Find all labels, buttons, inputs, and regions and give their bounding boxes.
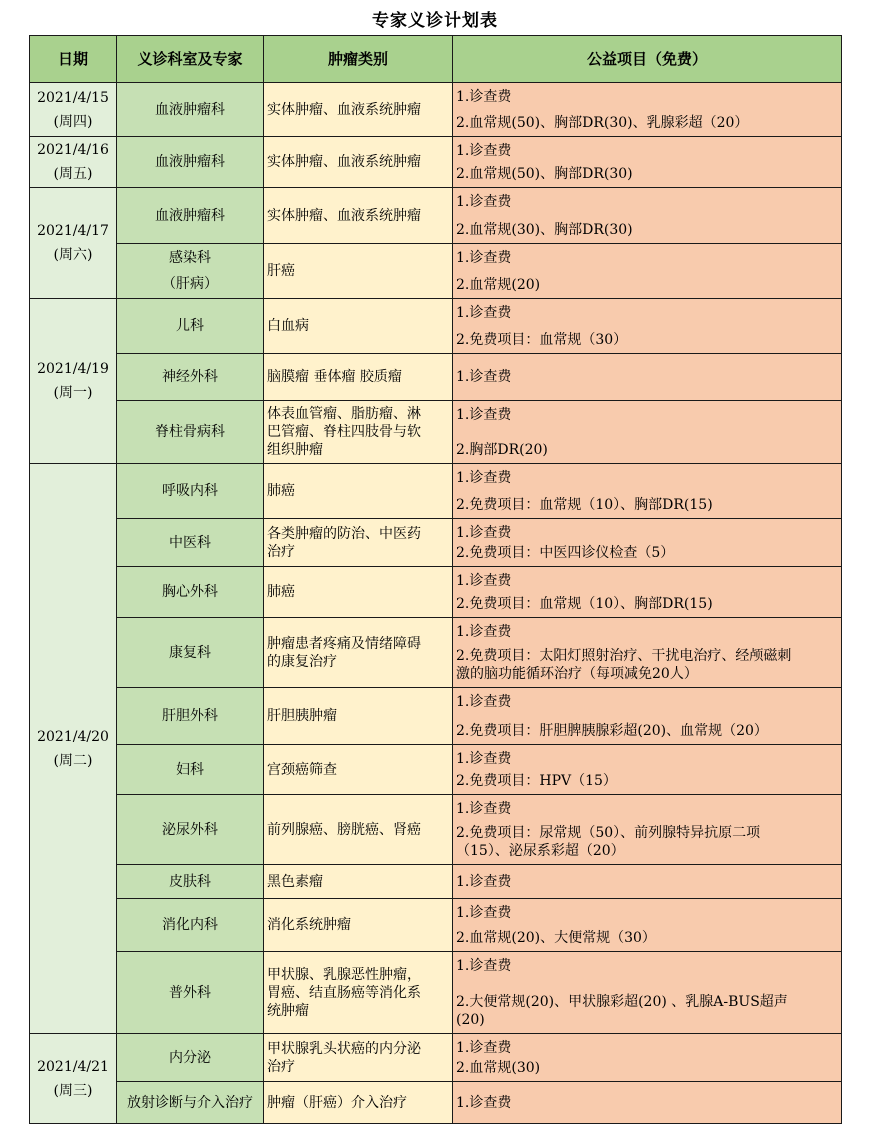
table-row [30, 795, 842, 865]
free-item-line: (20) [456, 1011, 485, 1028]
tumor-type-cell [264, 1082, 453, 1124]
free-item-line: 2.胸部DR(20) [456, 441, 548, 458]
date-cell [30, 83, 117, 137]
table-row [30, 1082, 842, 1124]
tumor-type-cell-line: 消化系统肿瘤 [267, 917, 351, 933]
tumor-type-cell-line: 黑色素瘤 [267, 873, 323, 890]
free-items-cell [453, 401, 842, 464]
tumor-type-cell-line: 各类肿瘤的防治、中医药 [267, 525, 421, 542]
date-line: 2021/4/16 [37, 142, 109, 158]
date-line: 2021/4/19 [37, 361, 109, 377]
free-item-line: 1.诊查费 [456, 957, 512, 974]
tumor-type-cell [264, 401, 453, 464]
date-line: 2021/4/21 [37, 1058, 109, 1075]
tumor-type-cell [264, 618, 453, 688]
table-row [30, 519, 842, 567]
department-cell [117, 899, 264, 952]
free-items-cell [453, 188, 842, 244]
department-cell [117, 354, 264, 401]
tumor-type-cell-line: 肺癌 [267, 584, 295, 600]
free-item-line: 2.血常规(20) [456, 276, 541, 293]
department-cell-line: 血液肿瘤科 [155, 154, 225, 170]
tumor-type-cell-line: 甲状腺乳头状癌的内分泌 [267, 1040, 421, 1057]
tumor-type-cell-line: 肝胆胰肿瘤 [267, 708, 337, 724]
department-cell-line: 妇科 [176, 761, 204, 778]
tumor-type-cell [264, 137, 453, 188]
free-item-line: 1.诊查费 [456, 193, 512, 210]
tumor-type-cell-line: 脑膜瘤 垂体瘤 胶质瘤 [267, 369, 402, 385]
department-cell [117, 188, 264, 244]
free-items-cell [453, 137, 842, 188]
tumor-type-cell [264, 354, 453, 401]
department-cell-line: 血液肿瘤科 [155, 101, 225, 118]
tumor-type-cell-line: 宫颈癌筛查 [267, 761, 337, 778]
tumor-type-cell [264, 899, 453, 952]
free-item-line: 1.诊查费 [456, 88, 512, 105]
tumor-type-cell [264, 83, 453, 137]
tumor-type-cell [264, 519, 453, 567]
free-item-line: 1.诊查费 [456, 1039, 512, 1056]
table-row [30, 464, 842, 519]
department-cell [117, 1034, 264, 1082]
tumor-type-cell-line: 肺癌 [267, 483, 295, 499]
tumor-type-cell [264, 244, 453, 299]
department-cell [117, 795, 264, 865]
tumor-type-cell-line: 统肿瘤 [267, 1002, 309, 1019]
free-items-cell [453, 299, 842, 354]
tumor-type-cell-line: 体表血管瘤、脂肪瘤、淋 [267, 406, 421, 422]
free-items-cell [453, 618, 842, 688]
date-line: 2021/4/15 [37, 89, 109, 106]
department-cell [117, 519, 264, 567]
department-cell [117, 299, 264, 354]
department-cell-line: 消化内科 [162, 917, 218, 933]
tumor-type-cell-line: 胃癌、结直肠癌等消化系 [267, 984, 421, 1001]
free-items-cell [453, 354, 842, 401]
department-cell-line: 泌尿外科 [162, 821, 218, 838]
tumor-type-cell [264, 952, 453, 1034]
department-cell-line: 皮肤科 [169, 873, 211, 890]
header-row [30, 36, 842, 83]
table-row [30, 899, 842, 952]
department-cell-line: 普外科 [169, 984, 211, 1001]
table-row [30, 83, 842, 137]
date-line: 2021/4/20 [37, 728, 109, 745]
tumor-type-cell-line: 实体肿瘤、血液系统肿瘤 [267, 207, 421, 224]
free-item-line: 1.诊查费 [456, 524, 512, 541]
free-item-line: 1.诊查费 [456, 249, 512, 266]
department-cell-line: 呼吸内科 [162, 483, 218, 499]
tumor-type-cell [264, 567, 453, 618]
table-row [30, 618, 842, 688]
tumor-type-cell [264, 188, 453, 244]
free-item-line: 1.诊查费 [456, 873, 512, 890]
date-line: (周二) [53, 752, 93, 769]
date-cell [30, 137, 117, 188]
table-row [30, 688, 842, 745]
free-item-line: 2.免费项目：HPV（15） [456, 772, 617, 789]
tumor-type-cell-line: 肿瘤（肝癌）介入治疗 [267, 1094, 407, 1111]
department-cell [117, 83, 264, 137]
free-items-cell [453, 795, 842, 865]
free-item-line: 2.免费项目：太阳灯照射治疗、干扰电治疗、经颅磁刺 [456, 647, 792, 664]
table-row [30, 137, 842, 188]
table-row [30, 865, 842, 899]
department-cell-line: 内分泌 [169, 1049, 211, 1066]
tumor-type-cell-line: 实体肿瘤、血液系统肿瘤 [267, 154, 421, 170]
department-cell [117, 567, 264, 618]
date-cell [30, 188, 117, 299]
free-item-line: 1.诊查费 [456, 142, 512, 159]
tumor-type-cell [264, 464, 453, 519]
tumor-type-cell [264, 1034, 453, 1082]
department-cell-line: （肝病） [162, 276, 218, 292]
free-item-line: 2.免费项目：血常规（10）、胸部DR(15) [456, 595, 713, 612]
schedule-table [29, 35, 842, 1124]
free-item-line: 2.血常规(20)、大便常规（30） [456, 929, 656, 946]
free-items-cell [453, 567, 842, 618]
free-item-line: 2.大便常规(20)、甲状腺彩超(20) 、乳腺A-BUS超声 [456, 993, 788, 1010]
tumor-type-cell-line: 实体肿瘤、血液系统肿瘤 [267, 101, 421, 118]
free-item-line: 1.诊查费 [456, 800, 512, 817]
tumor-type-cell-line: 组织肿瘤 [267, 442, 323, 458]
tumor-type-cell-line: 前列腺癌、膀胱癌、肾癌 [267, 821, 421, 838]
free-items-cell [453, 519, 842, 567]
header-tumor-type: 肿瘤类别 [264, 36, 453, 83]
free-item-line: 1.诊查费 [456, 904, 512, 921]
free-item-line: 1.诊查费 [456, 572, 512, 589]
table-row [30, 952, 842, 1034]
free-item-line: 2.免费项目：尿常规（50）、前列腺特异抗原二项 [456, 824, 761, 841]
free-item-line: 激的脑功能循环治疗（每项减免20人） [456, 665, 698, 682]
date-line: (周六) [53, 247, 93, 263]
date-line: (周一) [53, 385, 93, 401]
free-items-cell [453, 745, 842, 795]
tumor-type-cell-line: 治疗 [267, 1058, 295, 1075]
department-cell [117, 1082, 264, 1124]
department-cell [117, 688, 264, 745]
free-item-line: 1.诊查费 [456, 469, 512, 486]
table-row [30, 299, 842, 354]
tumor-type-cell-line: 甲状腺、乳腺恶性肿瘤， [267, 966, 421, 983]
table-row [30, 745, 842, 795]
date-cell [30, 1034, 117, 1124]
free-item-line: 2.血常规(30)、胸部DR(30) [456, 221, 633, 238]
tumor-type-cell [264, 745, 453, 795]
free-items-cell [453, 688, 842, 745]
free-item-line: 1.诊查费 [456, 623, 512, 640]
free-item-line: 1.诊查费 [456, 693, 512, 710]
date-cell [30, 464, 117, 1034]
date-cell [30, 299, 117, 464]
department-cell [117, 244, 264, 299]
table-row [30, 567, 842, 618]
header-date: 日期 [30, 36, 117, 83]
free-items-cell [453, 1034, 842, 1082]
tumor-type-cell [264, 299, 453, 354]
table-row [30, 188, 842, 244]
department-cell-line: 血液肿瘤科 [155, 207, 225, 224]
free-item-line: 2.血常规(30) [456, 1059, 541, 1076]
department-cell-line: 儿科 [176, 318, 204, 334]
tumor-type-cell [264, 795, 453, 865]
department-cell-line: 神经外科 [162, 369, 218, 385]
tumor-type-cell [264, 688, 453, 745]
date-line: (周三) [53, 1082, 93, 1099]
tumor-type-cell-line: 巴管瘤、脊柱四肢骨与软 [267, 424, 421, 440]
department-cell [117, 745, 264, 795]
free-item-line: （15）、泌尿系彩超（20） [456, 842, 625, 859]
department-cell-line: 中医科 [169, 534, 211, 551]
free-items-cell [453, 899, 842, 952]
free-item-line: 2.免费项目：血常规（10）、胸部DR(15) [456, 496, 713, 513]
page-title: 专家义诊计划表 [372, 11, 498, 31]
tumor-type-cell-line: 肝癌 [267, 263, 295, 279]
department-cell [117, 401, 264, 464]
date-line: (周四) [53, 113, 93, 130]
header-free-items: 公益项目（免费） [453, 36, 842, 83]
free-item-line: 2.免费项目：血常规（30） [456, 331, 628, 348]
free-item-line: 2.免费项目：肝胆脾胰腺彩超(20)、血常规（20） [456, 722, 768, 739]
free-item-line: 1.诊查费 [456, 406, 512, 423]
tumor-type-cell [264, 865, 453, 899]
free-item-line: 1.诊查费 [456, 369, 512, 385]
free-items-cell [453, 952, 842, 1034]
department-cell-line: 脊柱骨病科 [155, 424, 225, 440]
department-cell-line: 胸心外科 [162, 584, 218, 600]
free-item-line: 2.血常规(50)、胸部DR(30)、乳腺彩超（20） [456, 114, 749, 131]
table-row [30, 354, 842, 401]
table-row [30, 1034, 842, 1082]
department-cell-line: 感染科 [169, 250, 211, 266]
tumor-type-cell-line: 治疗 [267, 543, 295, 560]
department-cell [117, 952, 264, 1034]
tumor-type-cell-line: 肿瘤患者疼痛及情绪障碍 [267, 635, 421, 652]
department-cell [117, 865, 264, 899]
free-item-line: 1.诊查费 [456, 304, 512, 321]
free-items-cell [453, 244, 842, 299]
tumor-type-cell-line: 的康复治疗 [267, 653, 337, 670]
department-cell [117, 464, 264, 519]
free-items-cell [453, 865, 842, 899]
department-cell-line: 康复科 [169, 644, 211, 661]
table-row [30, 244, 842, 299]
free-item-line: 2.免费项目：中医四诊仪检查（5） [456, 544, 675, 561]
header-department: 义诊科室及专家 [117, 36, 264, 83]
department-cell-line: 肝胆外科 [162, 708, 218, 724]
free-items-cell [453, 83, 842, 137]
date-line: (周五) [53, 166, 93, 182]
tumor-type-cell-line: 白血病 [267, 318, 309, 334]
free-items-cell [453, 464, 842, 519]
department-cell [117, 618, 264, 688]
free-item-line: 1.诊查费 [456, 750, 512, 767]
free-item-line: 2.血常规(50)、胸部DR(30) [456, 165, 633, 182]
department-cell-line: 放射诊断与介入治疗 [127, 1094, 253, 1111]
department-cell [117, 137, 264, 188]
free-items-cell [453, 1082, 842, 1124]
free-item-line: 1.诊查费 [456, 1094, 512, 1111]
schedule-body [30, 83, 842, 1124]
date-line: 2021/4/17 [37, 223, 109, 239]
table-row [30, 401, 842, 464]
